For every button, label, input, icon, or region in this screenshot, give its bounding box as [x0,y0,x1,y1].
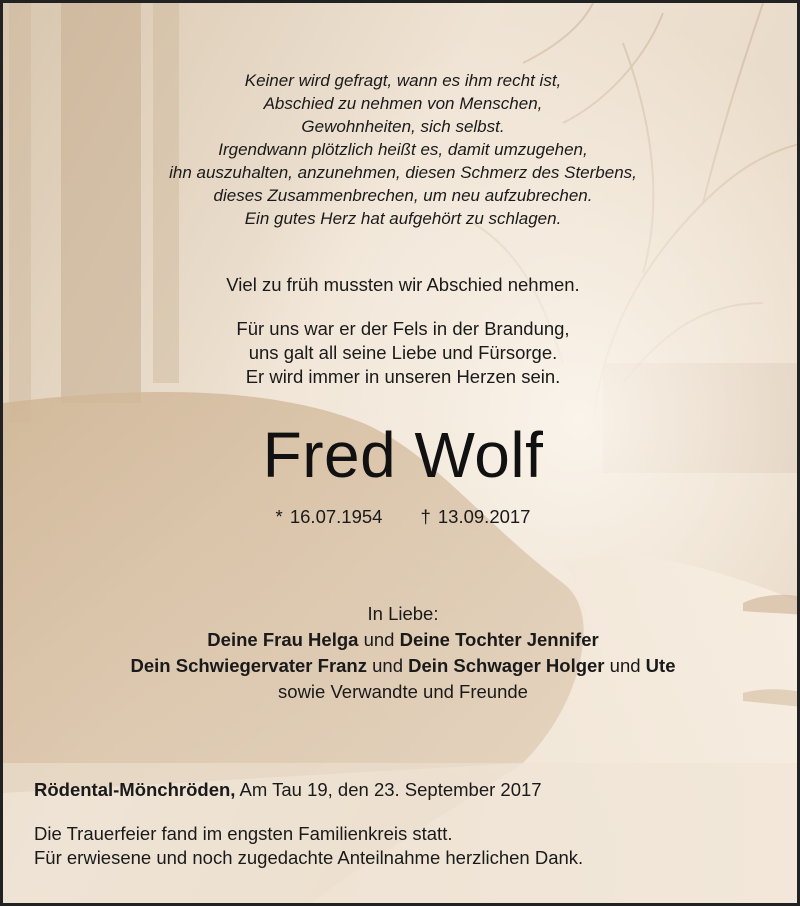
footer [34,778,774,870]
conjunction: und [604,655,646,676]
mourner-name: Ute [645,655,676,676]
funeral-note: Die Trauerfeier fand im engsten Familienkreis statt. [34,823,453,844]
poem-line: Gewohnheiten, sich selbst. [301,117,505,136]
tribute-line: uns galt all seine Liebe und Fürsorge. [248,342,558,363]
place-date-line [34,778,774,802]
life-dates [3,505,800,529]
mourner-name: Dein Schwager Holger [408,655,605,676]
poem-line: Keiner wird gefragt, wann es ihm recht ist, [244,71,562,90]
poem-line: Irgendwann plötzlich heißt es, damit umzugehen, [218,140,588,159]
tribute [3,317,800,389]
poem-line: Ein gutes Herz hat aufgehört zu schlagen. [244,209,562,228]
mourner-name: Dein Schwiegervater Franz [130,655,367,676]
deceased-name: Fred Wolf [262,419,544,491]
birth-date: * 16.07.1954 [275,506,383,527]
conjunction: und [358,629,400,650]
mourners [3,601,800,705]
place: Rödental-Mönchröden, [34,779,236,800]
poem-line: ihn auszuhalten, anzunehmen, diesen Schmerz des Sterbens, [169,163,637,182]
mourner-name: Deine Tochter Jennifer [399,629,599,650]
mourner-name: Deine Frau Helga [207,629,359,650]
poem-line: Abschied zu nehmen von Menschen, [263,94,543,113]
mourners-line [3,627,800,653]
mourners-heading: In Liebe: [367,603,439,624]
mourners-line: sowie Verwandte und Freunde [278,681,528,702]
thanks-note: Für erwiesene und noch zugedachte Anteilnahme herzlichen Dank. [34,847,584,868]
tribute-line: Er wird immer in unseren Herzen sein. [245,366,561,387]
poem [3,69,800,230]
tribute-line: Für uns war er der Fels in der Brandung, [236,318,570,339]
poem-line: dieses Zusammenbrechen, um neu aufzubrechen. [213,186,593,205]
death-date: † 13.09.2017 [420,506,531,527]
conjunction: und [367,655,409,676]
notice-content [3,3,800,906]
mourners-line [3,653,800,679]
address-date: Am Tau 19, den 23. September 2017 [235,779,542,800]
intro-text: Viel zu früh mussten wir Abschied nehmen. [226,274,580,295]
